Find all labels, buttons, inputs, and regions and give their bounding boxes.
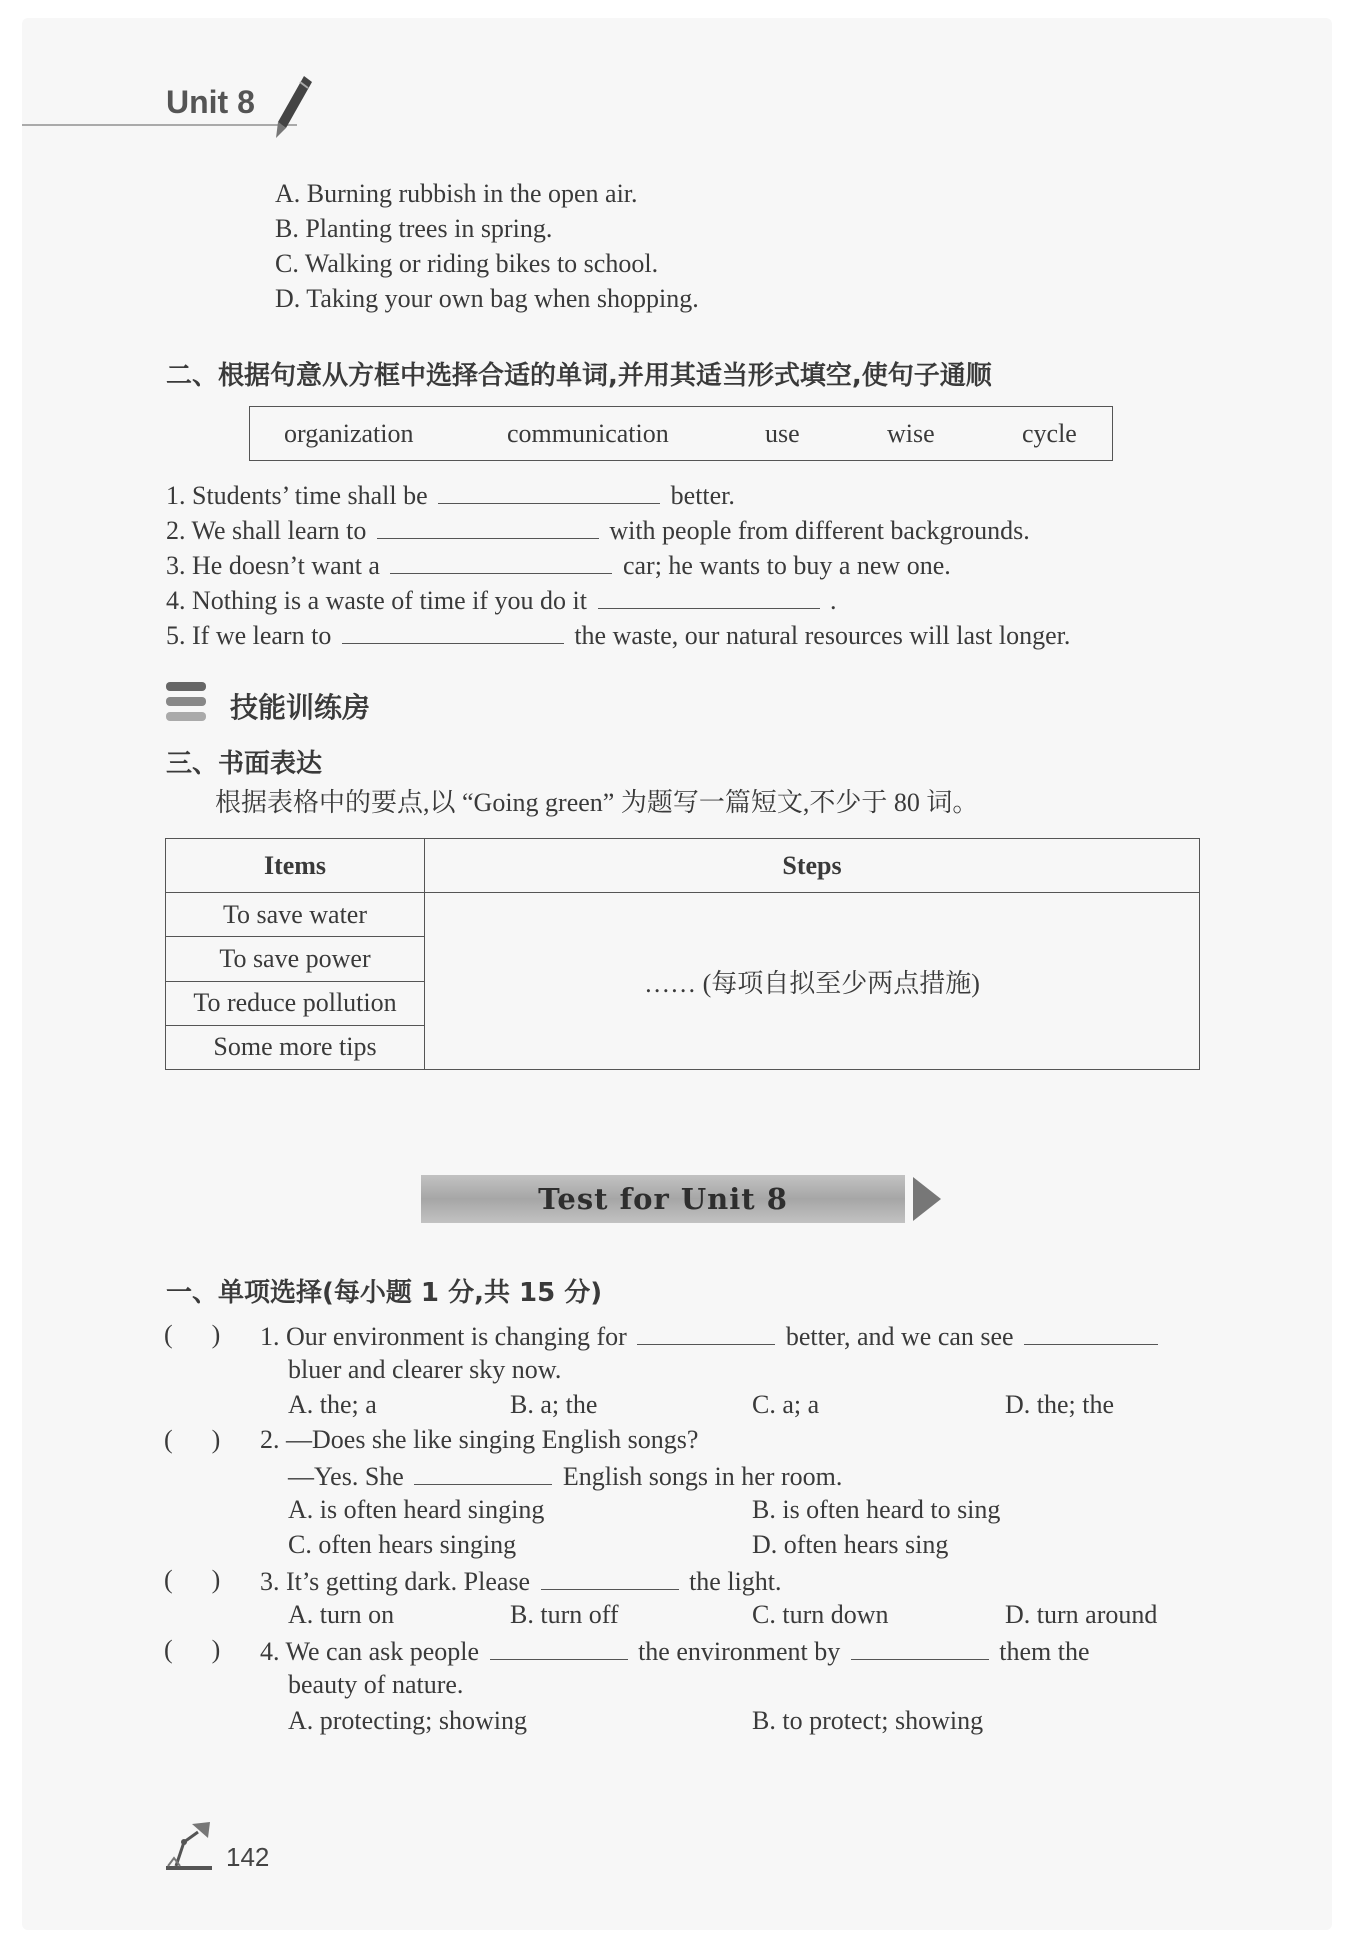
- steps-table: [165, 838, 1200, 1070]
- q4-text: 4. We can ask people: [260, 1637, 480, 1666]
- skills-icon: [164, 680, 210, 724]
- test-q3-option: B. turn off: [510, 1600, 619, 1629]
- word-box-item: cycle: [1022, 419, 1077, 448]
- test-q1-option: D. the; the: [1005, 1390, 1115, 1419]
- test-q1-option: C. a; a: [752, 1390, 820, 1419]
- answer-paren[interactable]: ( ): [164, 1565, 221, 1594]
- pen-icon: [270, 72, 316, 142]
- answer-blank[interactable]: [438, 479, 660, 504]
- test-q4-line1: [260, 1635, 1090, 1667]
- sentence-1: [166, 479, 735, 511]
- option-a: A. Burning rubbish in the open air.: [275, 179, 638, 208]
- answer-blank[interactable]: [541, 1565, 679, 1590]
- section3-instruction: 根据表格中的要点,以 “Going green” 为题写一篇短文,不少于 80 词。: [215, 788, 979, 817]
- test-q2-option: C. often hears singing: [288, 1530, 517, 1559]
- q1-text: 1. Our environment is changing for: [260, 1322, 627, 1351]
- sentence-5: [166, 619, 1070, 651]
- test-q1-line1: [260, 1320, 1162, 1352]
- sentence-4-pre: 4. Nothing is a waste of time if you do it: [166, 586, 588, 615]
- steps-cell: …… (每项自拟至少两点措施): [425, 893, 1200, 1070]
- items-header: Items: [166, 839, 425, 893]
- answer-paren[interactable]: ( ): [164, 1425, 221, 1454]
- q3-text-post: the light.: [689, 1567, 782, 1596]
- sentence-3-post: car; he wants to buy a new one.: [622, 551, 951, 580]
- test-q2-option: D. often hears sing: [752, 1530, 949, 1559]
- item-cell: Some more tips: [166, 1025, 425, 1069]
- answer-blank[interactable]: [342, 619, 564, 644]
- sentence-4: [166, 584, 837, 616]
- test-q4-option: B. to protect; showing: [752, 1706, 984, 1735]
- option-b: B. Planting trees in spring.: [275, 214, 553, 243]
- test-q3-line1: [260, 1565, 782, 1597]
- sentence-3-pre: 3. He doesn’t want a: [166, 551, 380, 580]
- word-box: [249, 406, 1113, 461]
- test-q4-option: A. protecting; showing: [288, 1706, 528, 1735]
- answer-blank[interactable]: [377, 514, 599, 539]
- q3-text: 3. It’s getting dark. Please: [260, 1567, 531, 1596]
- section3-title: 三、书面表达: [166, 749, 323, 779]
- answer-blank[interactable]: [598, 584, 820, 609]
- desk-lamp-icon: [162, 1818, 218, 1872]
- sentence-4-post: .: [830, 586, 837, 615]
- sentence-1-pre: 1. Students’ time shall be: [166, 481, 428, 510]
- test-q2-line2: [288, 1460, 842, 1492]
- page-number: 142: [226, 1842, 270, 1872]
- word-box-item: organization: [284, 419, 414, 448]
- word-box-item: communication: [507, 419, 669, 448]
- sentence-2-post: with people from different backgrounds.: [609, 516, 1030, 545]
- item-cell: To reduce pollution: [166, 981, 425, 1025]
- answer-blank[interactable]: [637, 1320, 775, 1345]
- sentence-5-post: the waste, our natural resources will last longer.: [574, 621, 1071, 650]
- sentence-3: [166, 549, 951, 581]
- test-q2-option: A. is often heard singing: [288, 1495, 545, 1524]
- option-d: D. Taking your own bag when shopping.: [275, 284, 699, 313]
- q2-text: —Yes. She: [288, 1462, 404, 1491]
- answer-blank[interactable]: [490, 1635, 628, 1660]
- test-banner: [421, 1175, 905, 1223]
- q4-text-mid: the environment by: [638, 1637, 841, 1666]
- answer-blank[interactable]: [1024, 1320, 1158, 1345]
- test-q4-line2: beauty of nature.: [288, 1670, 464, 1699]
- item-cell: To save water: [166, 893, 425, 937]
- test-q2-option: B. is often heard to sing: [752, 1495, 1001, 1524]
- test-section1-title: 一、单项选择(每小题 1 分,共 15 分): [166, 1278, 603, 1308]
- test-banner-title: Test for Unit 8: [538, 1182, 788, 1216]
- q2-text-post: English songs in her room.: [562, 1462, 843, 1491]
- answer-paren[interactable]: ( ): [164, 1320, 221, 1349]
- word-box-item: use: [765, 419, 800, 448]
- item-cell: To save power: [166, 937, 425, 981]
- unit-label: Unit 8: [166, 84, 255, 120]
- answer-blank[interactable]: [390, 549, 612, 574]
- skills-heading: 技能训练房: [230, 691, 371, 724]
- answer-blank[interactable]: [851, 1635, 989, 1660]
- test-q1-option: B. a; the: [510, 1390, 598, 1419]
- test-q3-option: A. turn on: [288, 1600, 395, 1629]
- sentence-2: [166, 514, 1030, 546]
- sentence-5-pre: 5. If we learn to: [166, 621, 332, 650]
- option-c: C. Walking or riding bikes to school.: [275, 249, 659, 278]
- test-q1-option: A. the; a: [288, 1390, 377, 1419]
- steps-header: Steps: [425, 839, 1200, 893]
- header-rule: [22, 124, 297, 126]
- test-q2-line1: 2. —Does she like singing English songs?: [260, 1425, 699, 1454]
- arrow-right-icon: [911, 1175, 943, 1223]
- answer-blank[interactable]: [414, 1460, 552, 1485]
- section2-title: 二、根据句意从方框中选择合适的单词,并用其适当形式填空,使句子通顺: [166, 361, 992, 391]
- word-box-item: wise: [887, 419, 935, 448]
- test-q3-option: C. turn down: [752, 1600, 889, 1629]
- q4-text-post: them the: [999, 1637, 1090, 1666]
- q1-text-mid: better, and we can see: [785, 1322, 1014, 1351]
- answer-paren[interactable]: ( ): [164, 1635, 221, 1664]
- test-q3-option: D. turn around: [1005, 1600, 1158, 1629]
- sentence-2-pre: 2. We shall learn to: [166, 516, 367, 545]
- test-q1-line2: bluer and clearer sky now.: [288, 1355, 562, 1384]
- sentence-1-post: better.: [670, 481, 735, 510]
